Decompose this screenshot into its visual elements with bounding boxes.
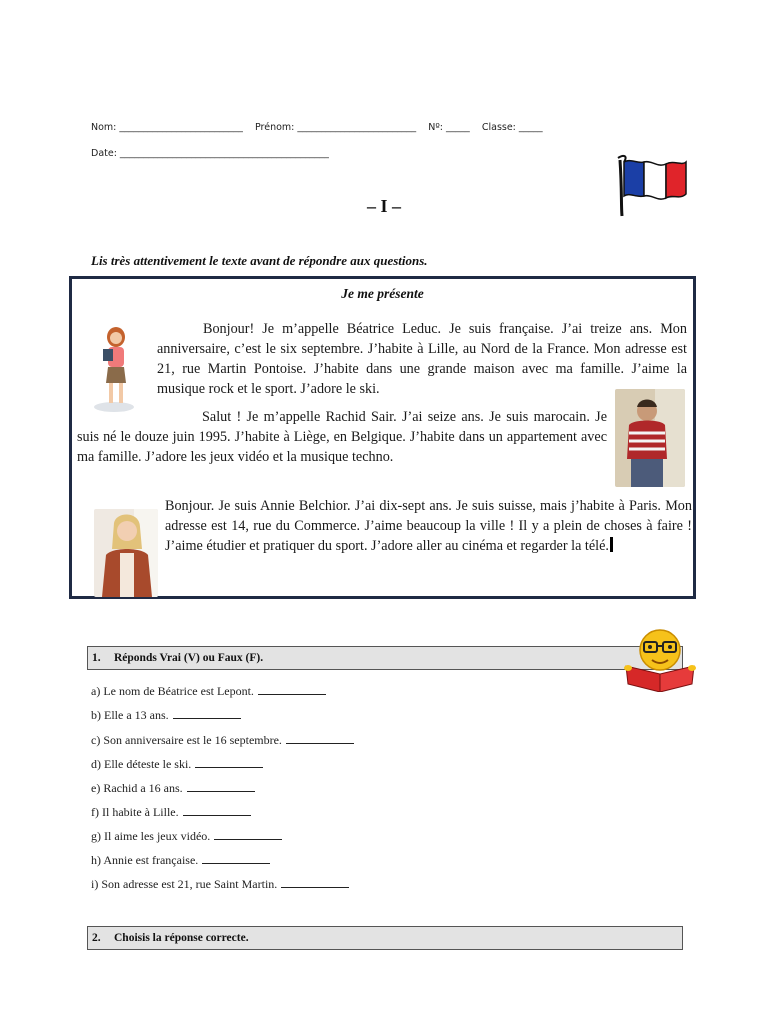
statement-b: b) Elle a 13 ans.: [91, 708, 241, 723]
statement-h: h) Annie est française.: [91, 853, 270, 868]
answer-blank[interactable]: [286, 733, 354, 744]
reading-title: Je me présente: [341, 286, 424, 301]
answer-blank[interactable]: [202, 853, 270, 864]
question-1-title: Réponds Vrai (V) ou Faux (F).: [114, 652, 264, 664]
beatrice-paragraph: Bonjour! Je m’appelle Béatrice Leduc. Je suis française. J’ai treize ans. Mon anniversaire, c’est le six septembre. J’habite à Lille, au Nord de la France. Mon adresse est 21, rue Martin Pontoise. J’habite dans une grande maison avec ma famille. J’aime la musique rock et le sport. J’adore le ski.: [157, 321, 687, 397]
statement-a: a) Le nom de Béatrice est Lepont.: [91, 684, 326, 699]
reading-text-box: [69, 276, 696, 599]
question-2-title: Choisis la réponse correcte.: [114, 932, 249, 944]
answer-blank[interactable]: [173, 708, 241, 719]
question-1-header: [87, 646, 683, 670]
date-row: Date: ____________________________________________: [91, 148, 329, 159]
question-2-header: [87, 926, 683, 950]
statement-e: e) Rachid a 16 ans.: [91, 781, 255, 796]
question-1-number: 1.: [92, 652, 101, 664]
statement-c: c) Son anniversaire est le 16 septembre.: [91, 733, 354, 748]
annie-photo: [94, 509, 158, 597]
instruction-text: Lis très attentivement le texte avant de répondre aux questions.: [91, 253, 428, 268]
statement-d: d) Elle déteste le ski.: [91, 757, 263, 772]
student-info-row: Nom: __________________________ Prénom: _________________________ Nº: _____ Classe: _____: [91, 122, 543, 133]
reading-smiley-icon: [620, 628, 700, 692]
answer-blank[interactable]: [258, 684, 326, 695]
annie-paragraph-text: Bonjour. Je suis Annie Belchior. J’ai dix-sept ans. Je suis suisse, mais j’habite à Paris. Mon adresse est 14, rue du Commerce. J’aime beaucoup la ville ! Il y a plein de choses à faire ! J’aime étudier et pratiquer du sport. J’adore aller au cinéma et regarder la télé.: [165, 498, 692, 554]
answer-blank[interactable]: [281, 877, 349, 888]
rachid-photo: [615, 389, 685, 487]
statement-f: f) Il habite à Lille.: [91, 805, 251, 820]
statement-i: i) Son adresse est 21, rue Saint Martin.: [91, 877, 349, 892]
question-2-number: 2.: [92, 932, 101, 944]
statement-g: g) Il aime les jeux vidéo.: [91, 829, 282, 844]
beatrice-photo: [86, 323, 142, 413]
answer-blank[interactable]: [187, 781, 255, 792]
answer-blank[interactable]: [214, 829, 282, 840]
answer-blank[interactable]: [183, 805, 251, 816]
annie-paragraph: [165, 496, 692, 556]
text-cursor: [610, 537, 613, 552]
section-number: – I –: [366, 196, 401, 216]
rachid-paragraph: Salut ! Je m’appelle Rachid Sair. J’ai seize ans. Je suis marocain. Je suis né le douze juin 1995. J’habite à Liège, en Belgique. J’habite dans un appartement avec ma famille. J’adore les jeux vidéo et la musique techno.: [77, 409, 607, 465]
answer-blank[interactable]: [195, 757, 263, 768]
